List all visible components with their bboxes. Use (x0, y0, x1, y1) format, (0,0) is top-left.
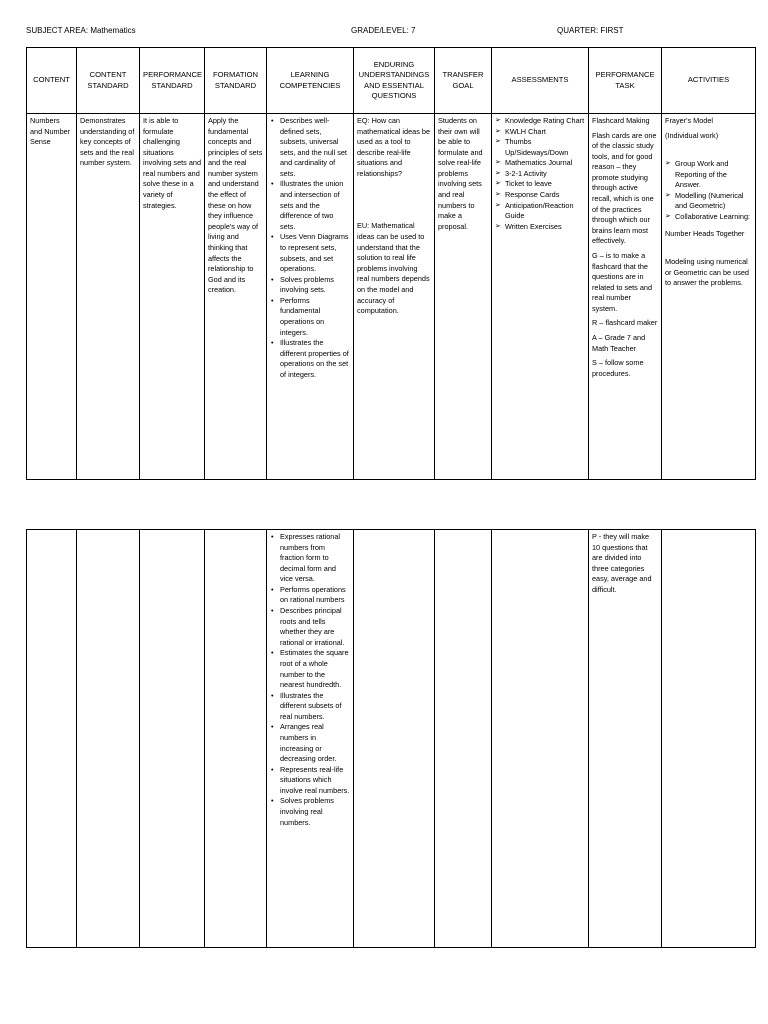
activity-note: (Individual work) (665, 130, 719, 140)
col-header-content: CONTENT (27, 48, 77, 114)
competency-item: • Describes principal roots and tells whether they are rational or irrational. (270, 606, 350, 648)
grade-level-label: GRADE/LEVEL: 7 (351, 26, 416, 35)
learning-competencies-cell (267, 530, 354, 948)
learning-competencies-cell (267, 114, 354, 480)
performance-task-role: R – flashcard maker (592, 318, 658, 328)
competency-item: • Estimates the square root of a whole number to the nearest hundredth. (270, 648, 350, 690)
col-header-enduring-understandings: ENDURING UNDERSTANDINGS AND ESSENTIAL QUESTIONS (354, 48, 435, 114)
assessment-item: ➢ Anticipation/Reaction Guide (495, 201, 585, 222)
activity-item: ➢ Collaborative Learning: (665, 212, 752, 223)
competency-item: • Illustrates the union and intersection of sets and the difference of two sets. (270, 179, 350, 232)
transfer-goal-cell (435, 530, 492, 948)
assessment-item: ➢ 3-2-1 Activity (495, 169, 585, 180)
competency-item: • Arranges real numbers in increasing or decreasing order. (270, 722, 350, 764)
competency-item: • Performs fundamental operations on integers. (270, 296, 350, 338)
assessments-cell (492, 114, 589, 480)
competency-item: • Performs operations on rational numbers (270, 585, 350, 606)
activity-title: Frayer's Model (665, 116, 714, 125)
col-header-content-standard: CONTENT STANDARD (77, 48, 140, 114)
formation-standard-cell: Apply the fundamental concepts and principles of sets and the real number system and understand the effect of these on how they influence people's way of living and thinking that affects the relationship to God and its creation. (205, 114, 267, 480)
assessment-item: ➢ Knowledge Rating Chart (495, 116, 585, 127)
assessment-item: ➢ KWLH Chart (495, 127, 585, 138)
enduring-understandings-cell (354, 530, 435, 948)
performance-standard-cell (140, 530, 205, 948)
col-header-performance-task: PERFORMANCE TASK (589, 48, 662, 114)
col-header-formation-standard: FORMATION STANDARD (205, 48, 267, 114)
performance-task-text: Flash cards are one of the classic study tools, and for good reason – they promote studying through active recall, which is one of the practices through which our brains learn most effectively. (592, 130, 657, 246)
col-header-performance-standard: PERFORMANCE STANDARD (140, 48, 205, 114)
performance-task-situation: S – follow some procedures. (592, 358, 644, 378)
table-row (27, 530, 756, 948)
curriculum-map-table-continued (26, 529, 756, 948)
activity-item: ➢ Group Work and Reporting of the Answer. (665, 159, 752, 191)
curriculum-map-table (26, 47, 756, 480)
performance-task-title: Flashcard Making (592, 116, 650, 125)
subject-area-label: SUBJECT AREA: Mathematics (26, 26, 136, 35)
performance-task-goal: G – is to make a flashcard that the questions are in related to sets and real number system. (592, 250, 653, 313)
competency-item: • Illustrates the different subsets of real numbers. (270, 691, 350, 723)
table-row (27, 114, 756, 480)
activities-cell (662, 114, 756, 480)
competency-item: • Illustrates the different properties of operations on the set of integers. (270, 338, 350, 380)
activities-cell (662, 530, 756, 948)
content-standard-cell: Demonstrates understanding of key concepts of sets and the real number system. (77, 114, 140, 480)
performance-task-cell (589, 114, 662, 480)
col-header-transfer-goal: TRANSFER GOAL (435, 48, 492, 114)
content-cell: Numbers and Number Sense (27, 114, 77, 480)
content-standard-cell (77, 530, 140, 948)
performance-standard-cell: It is able to formulate challenging situations involving sets and real numbers and solve these in a variety of strategies. (140, 114, 205, 480)
activity-text: Number Heads Together (665, 228, 745, 238)
formation-standard-cell (205, 530, 267, 948)
assessments-cell (492, 530, 589, 948)
competency-item: • Uses Venn Diagrams to represent sets, subsets, and set operations. (270, 232, 350, 274)
competency-item: • Solves problems involving real numbers. (270, 796, 350, 828)
competency-item: • Solves problems involving sets. (270, 275, 350, 296)
col-header-learning-competencies: LEARNING COMPETENCIES (267, 48, 354, 114)
essential-question: EQ: How can mathematical ideas be used as a tool to describe real-life situations and relationships? (357, 116, 431, 178)
competency-item: • Describes well-defined sets, subsets, universal sets, and the null set and cardinality of sets. (270, 116, 350, 179)
assessment-item: ➢ Mathematics Journal (495, 158, 585, 169)
transfer-goal-cell: Students on their own will be able to formulate and solve real-life problems involving sets and real numbers to make a proposal. (435, 114, 492, 480)
col-header-activities: ACTIVITIES (662, 48, 756, 114)
assessment-item: ➢ Ticket to leave (495, 179, 585, 190)
activity-text: Modeling using numerical or Geometric can be used to answer the problems. (665, 257, 749, 288)
col-header-assessments: ASSESSMENTS (492, 48, 589, 114)
enduring-understanding: EU: Mathematical ideas can be used to understand that the solution to real life problems involving real numbers depends on the model and accuracy of computation. (357, 221, 430, 316)
performance-task-product: P - they will make 10 questions that are divided into three categories easy, average and difficult. (592, 532, 652, 594)
performance-task-cell (589, 530, 662, 948)
competency-item: • Expresses rational numbers from fraction form to decimal form and vice versa. (270, 532, 350, 585)
content-cell (27, 530, 77, 948)
performance-task-audience: A – Grade 7 and Math Teacher (592, 332, 646, 353)
competency-item: • Represents real-life situations which involve real numbers. (270, 765, 350, 797)
quarter-label: QUARTER: FIRST (557, 26, 624, 35)
assessment-item: ➢ Thumbs Up/Sideways/Down (495, 137, 585, 158)
activity-item: ➢ Modelling (Numerical and Geometric) (665, 191, 752, 212)
assessment-item: ➢ Written Exercises (495, 222, 585, 233)
enduring-understandings-cell (354, 114, 435, 480)
assessment-item: ➢ Response Cards (495, 190, 585, 201)
